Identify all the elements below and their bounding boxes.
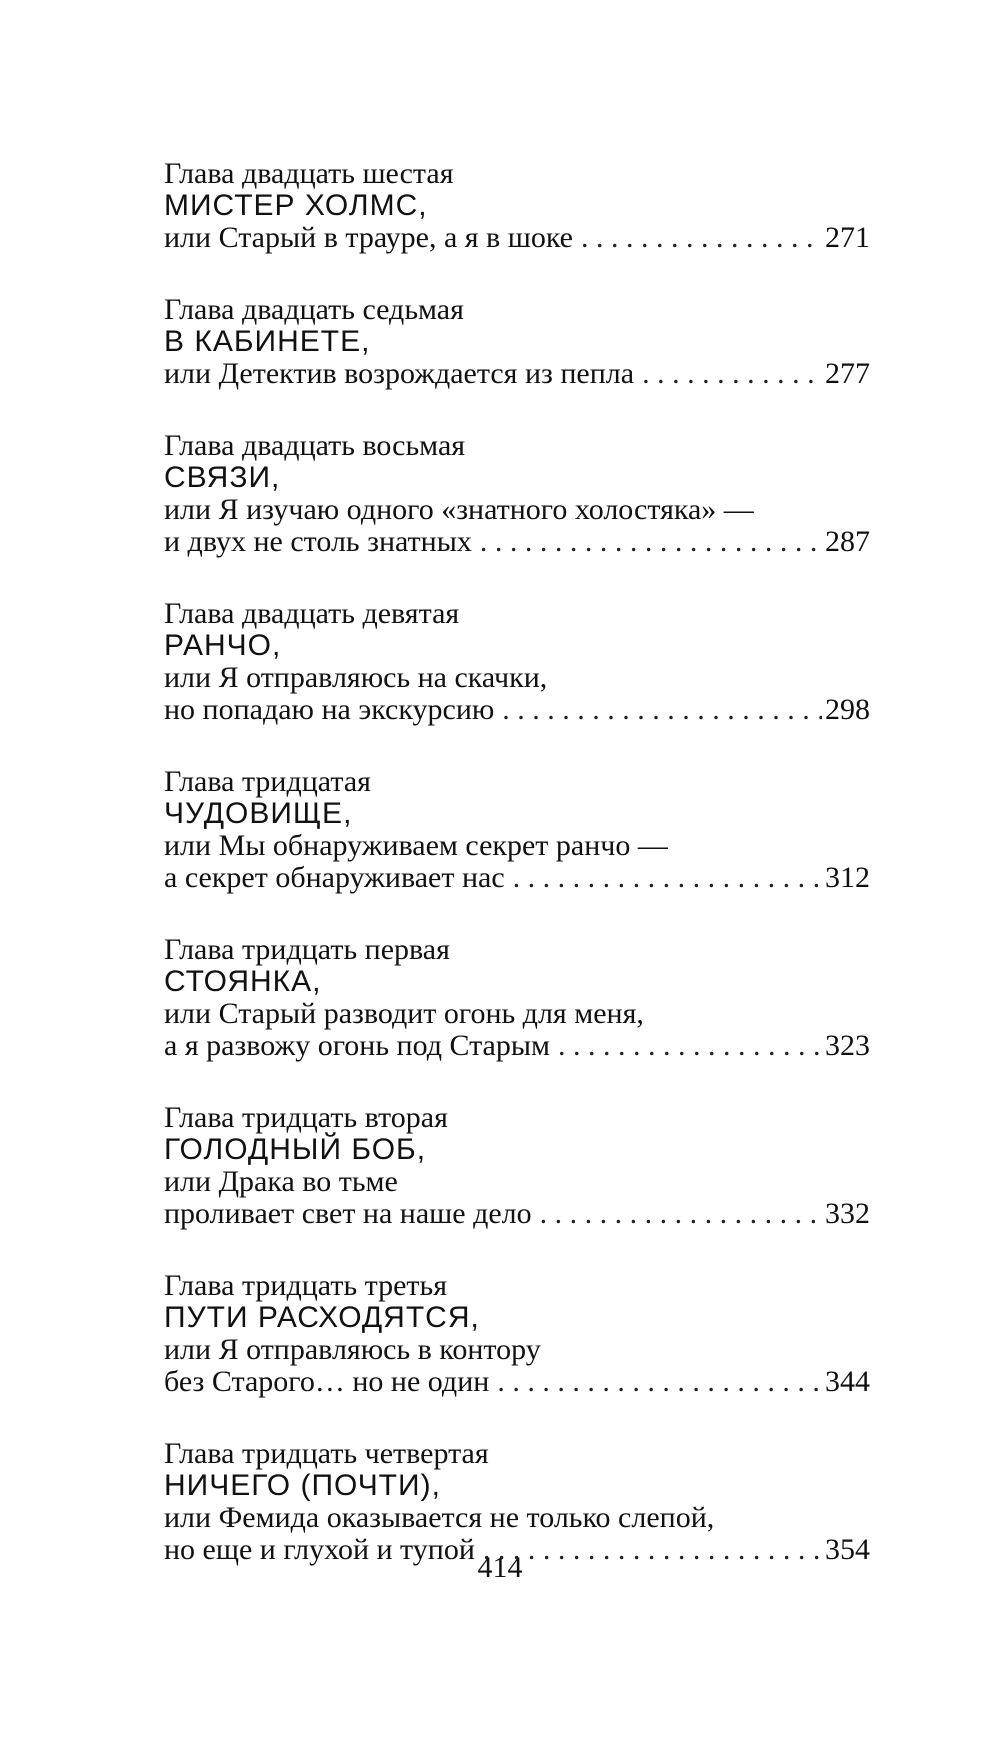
chapter-subtitle-last-line — [164, 1030, 870, 1062]
page-folio-number: 414 — [477, 1551, 523, 1584]
chapter-subtitle-line: или Фемида оказывается не только слепой, — [164, 1501, 715, 1534]
page-number: 287 — [825, 525, 870, 558]
chapter-subtitle-text: а я развожу огонь под Старым — [164, 1029, 551, 1062]
dot-leader — [489, 1366, 822, 1398]
page-number: 312 — [825, 861, 870, 894]
chapter-subtitle-text: а секрет обнаруживает нас — [164, 861, 505, 894]
toc-entry — [164, 934, 870, 1062]
chapter-subtitle-text: или Детектив возрождается из пепла — [164, 357, 635, 390]
dot-leader — [494, 694, 822, 726]
toc-entry — [164, 1102, 870, 1230]
toc-entry — [164, 598, 870, 726]
chapter-label: Глава двадцать восьмая — [164, 429, 466, 462]
chapter-label: Глава тридцатая — [164, 765, 371, 798]
chapter-subtitle-text: но еще и глухой и тупой — [164, 1533, 475, 1566]
page-number: 323 — [825, 1029, 870, 1062]
chapter-title: В КАБИНЕТЕ, — [164, 325, 371, 358]
chapter-title: МИСТЕР ХОЛМС, — [164, 189, 428, 222]
chapter-subtitle-text: и двух не столь знатных — [164, 525, 472, 558]
page-number: 332 — [825, 1197, 870, 1230]
chapter-subtitle-last-line — [164, 694, 870, 726]
chapter-subtitle-text: проливает свет на наше дело — [164, 1197, 532, 1230]
chapter-subtitle-text: или Старый в трауре, а я в шоке — [164, 221, 573, 254]
chapter-title: ПУТИ РАСХОДЯТСЯ, — [164, 1301, 480, 1334]
chapter-subtitle-text: но попадаю на экскурсию — [164, 693, 495, 726]
dot-leader — [505, 862, 822, 894]
chapter-subtitle-line: или Я изучаю одного «знатного холостяка» — — [164, 493, 754, 526]
dot-leader — [634, 358, 822, 390]
toc-entry — [164, 430, 870, 558]
chapter-label: Глава тридцать первая — [164, 933, 450, 966]
page-number: 298 — [825, 693, 870, 726]
chapter-subtitle-last-line — [164, 526, 870, 558]
chapter-subtitle-last-line — [164, 1198, 870, 1230]
chapter-label: Глава тридцать вторая — [164, 1101, 448, 1134]
dot-leader — [550, 1030, 822, 1062]
toc-entry — [164, 1438, 870, 1566]
page-number: 277 — [825, 357, 870, 390]
table-of-contents — [164, 158, 870, 1606]
chapter-title: НИЧЕГО (ПОЧТИ), — [164, 1469, 441, 1502]
chapter-label: Глава двадцать девятая — [164, 597, 460, 630]
chapter-subtitle-last-line — [164, 222, 870, 254]
page-number: 354 — [825, 1533, 870, 1566]
chapter-title: СВЯЗИ, — [164, 461, 281, 494]
chapter-subtitle-line: или Я отправляюсь в контору — [164, 1333, 541, 1366]
dot-leader — [472, 526, 822, 558]
page-number: 344 — [825, 1365, 870, 1398]
chapter-subtitle-line: или Старый разводит огонь для меня, — [164, 997, 644, 1030]
chapter-subtitle-last-line — [164, 1366, 870, 1398]
chapter-subtitle-last-line — [164, 862, 870, 894]
chapter-subtitle-text: без Старого… но не один — [164, 1365, 490, 1398]
toc-entry — [164, 294, 870, 390]
chapter-label: Глава тридцать четвертая — [164, 1437, 489, 1470]
chapter-title: ГОЛОДНЫЙ БОБ, — [164, 1133, 427, 1166]
toc-entry — [164, 766, 870, 894]
chapter-title: РАНЧО, — [164, 629, 282, 662]
chapter-label: Глава двадцать седьмая — [164, 293, 464, 326]
chapter-label: Глава тридцать третья — [164, 1269, 448, 1302]
dot-leader — [573, 222, 822, 254]
chapter-subtitle-line: или Я отправляюсь на скачки, — [164, 661, 548, 694]
toc-entry — [164, 158, 870, 254]
toc-entry — [164, 1270, 870, 1398]
chapter-label: Глава двадцать шестая — [164, 157, 454, 190]
chapter-title: СТОЯНКА, — [164, 965, 322, 998]
page-number: 271 — [825, 221, 870, 254]
chapter-subtitle-line: или Драка во тьме — [164, 1165, 398, 1198]
chapter-subtitle-line: или Мы обнаруживаем секрет ранчо — — [164, 829, 668, 862]
dot-leader — [532, 1198, 822, 1230]
chapter-subtitle-last-line — [164, 358, 870, 390]
chapter-title: ЧУДОВИЩЕ, — [164, 797, 353, 830]
